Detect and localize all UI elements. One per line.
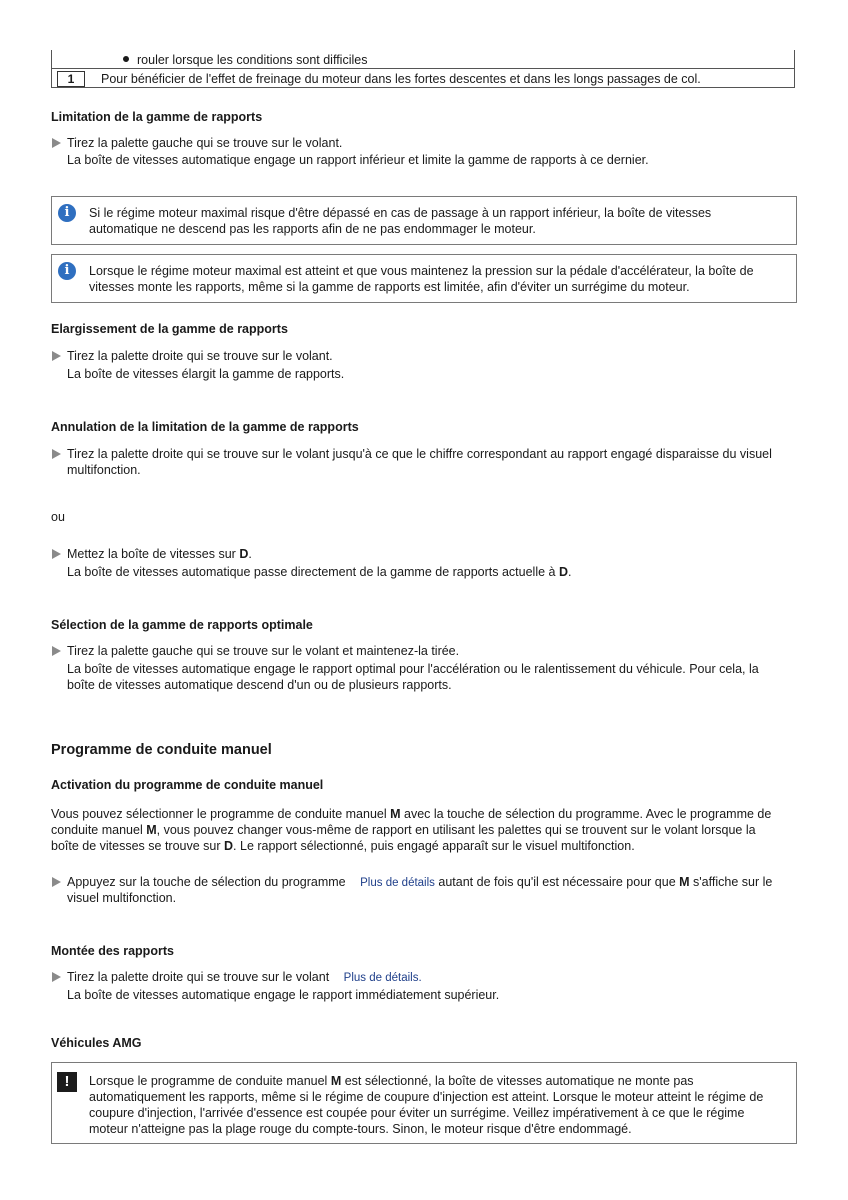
warning-icon: ! (57, 1072, 77, 1092)
warning-text-line: automatiquement les rapports, même si le régime de coupure d'injection est atteint. Lorsque le moteur atteint le régime de (89, 1090, 764, 1104)
result-text: La boîte de vitesses élargit la gamme de rapports. (67, 367, 345, 381)
warning-text-line: Lorsque le programme de conduite manuel M est sélectionné, la boîte de vitesses automatique ne monte pas (89, 1074, 694, 1088)
result-text: boîte de vitesses automatique descend d'un ou de plusieurs rapports. (67, 678, 452, 692)
arrow-right-icon (52, 549, 61, 559)
paragraph-line: conduite manuel M, vous pouvez changer vous-même de rapport en utilisant les palettes qui se trouvent sur le volant lorsque la (51, 823, 756, 837)
info-icon: i (58, 204, 76, 222)
step-text: multifonction. (67, 463, 141, 477)
table-divider (51, 68, 795, 69)
bullet-dot-icon (123, 56, 129, 62)
warning-text-line: coupure d'injection, l'arrivée d'essence est coupée pour éviter un surrégime. Veillez impérativement à ce que le régime (89, 1106, 745, 1120)
section-heading-activation: Activation du programme de conduite manuel (51, 778, 324, 792)
step-text: Tirez la palette gauche qui se trouve sur le volant. (67, 136, 343, 150)
step-text: Tirez la palette droite qui se trouve sur le volant. (67, 349, 333, 363)
section-title-manual: Programme de conduite manuel (51, 742, 272, 758)
step-text: Appuyez sur la touche de sélection du programme Plus de détails autant de fois qu'il est nécessaire pour que M s'affiche sur le (67, 875, 773, 889)
step-text: Tirez la palette droite qui se trouve sur le volant jusqu'à ce que le chiffre correspondant au rapport engagé disparaisse du visuel (67, 447, 772, 461)
result-text: La boîte de vitesses automatique engage le rapport optimal pour l'accélération ou le ralentissement du véhicule. Pour cela, la (67, 662, 759, 676)
arrow-right-icon (52, 138, 61, 148)
or-text: ou (51, 510, 65, 524)
info-text-line: vitesses monte les rapports, même si la gamme de rapports est limitée, afin d'éviter un surrégime du moteur. (89, 280, 690, 294)
footnote-text: Pour bénéficier de l'effet de freinage du moteur dans les fortes descentes et dans les longs passages de col. (101, 72, 701, 86)
section-heading-optimal: Sélection de la gamme de rapports optimale (51, 618, 313, 632)
table-right-border (794, 50, 795, 88)
arrow-right-icon (52, 449, 61, 459)
footnote-number: 1 (67, 72, 75, 86)
step-text: Mettez la boîte de vitesses sur D. (67, 547, 252, 561)
info-box-1 (51, 196, 797, 245)
result-text: La boîte de vitesses automatique passe directement de la gamme de rapports actuelle à D. (67, 565, 572, 579)
table-left-border (51, 50, 52, 88)
paragraph-line: Vous pouvez sélectionner le programme de conduite manuel M avec la touche de sélection du programme. Avec le programme de (51, 807, 772, 821)
info-text-line: Lorsque le régime moteur maximal est atteint et que vous maintenez la pression sur la pédale d'accélérateur, la boîte de (89, 264, 754, 278)
section-heading-cancel: Annulation de la limitation de la gamme de rapports (51, 420, 359, 434)
info-text-line: Si le régime moteur maximal risque d'être dépassé en cas de passage à un rapport inférieur, la boîte de vitesses (89, 206, 712, 220)
more-details-link[interactable]: Plus de détails (360, 877, 435, 889)
arrow-right-icon (52, 351, 61, 361)
arrow-right-icon (52, 646, 61, 656)
more-details-link[interactable]: Plus de détails. (343, 972, 422, 984)
bullet-text: rouler lorsque les conditions sont difficiles (137, 53, 368, 67)
section-heading-upshift: Montée des rapports (51, 944, 174, 958)
step-text: Tirez la palette gauche qui se trouve sur le volant et maintenez-la tirée. (67, 644, 460, 658)
footnote-number-box (57, 71, 85, 87)
warning-box (51, 1062, 797, 1144)
info-box-2 (51, 254, 797, 303)
section-heading-extend: Elargissement de la gamme de rapports (51, 322, 288, 336)
info-text-line: automatique ne descend pas les rapports afin de ne pas endommager le moteur. (89, 222, 536, 236)
warning-text-line: moteur n'atteigne pas la plage rouge du compte-tours. Sinon, le moteur risque d'être endommagé. (89, 1122, 632, 1136)
step-text: Tirez la palette droite qui se trouve sur le volant Plus de détails. (67, 970, 422, 984)
top-table (51, 50, 795, 88)
result-text: La boîte de vitesses automatique engage le rapport immédiatement supérieur. (67, 988, 500, 1002)
step-text: visuel multifonction. (67, 891, 177, 905)
section-heading-amg: Véhicules AMG (51, 1036, 142, 1050)
result-text: La boîte de vitesses automatique engage un rapport inférieur et limite la gamme de rapports à ce dernier. (67, 153, 649, 167)
arrow-right-icon (52, 972, 61, 982)
section-heading-limitation: Limitation de la gamme de rapports (51, 110, 263, 124)
arrow-right-icon (52, 877, 61, 887)
info-icon: i (58, 262, 76, 280)
table-bottom-border (51, 87, 795, 88)
paragraph-line: boîte de vitesses se trouve sur D. Le rapport sélectionné, puis engagé apparaît sur le visuel multifonction. (51, 839, 635, 853)
